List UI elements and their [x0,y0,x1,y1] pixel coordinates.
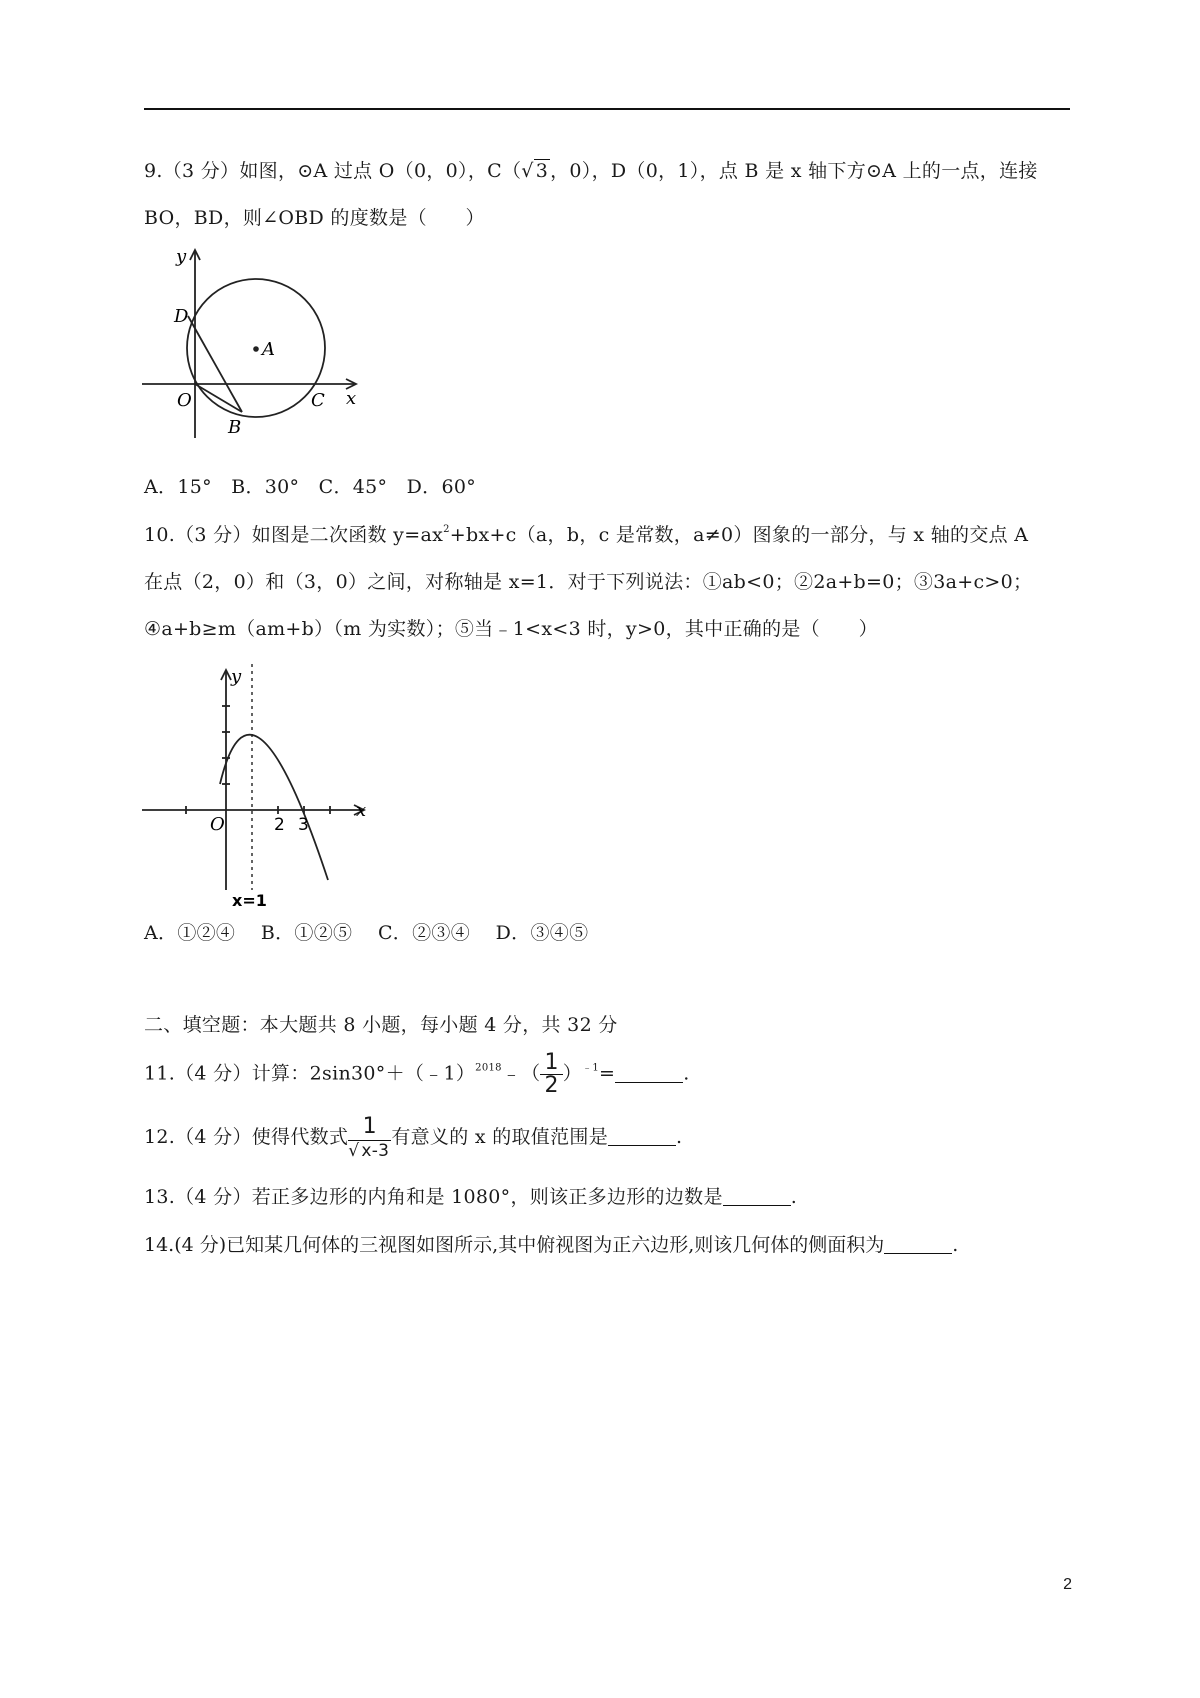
q11-equals: = [599,1062,616,1085]
q11-exponent2: ﹣1 [582,1062,600,1074]
q11-frac-num: 1 [544,1050,559,1075]
q11-minus: ﹣（ [501,1062,541,1085]
label-C: C [311,390,325,411]
q10-text-a: 10.（3 分）如图是二次函数 y=ax [144,524,444,546]
label-x: x [346,388,357,409]
label-y: y [231,666,242,687]
label-3: 3 [298,815,309,835]
page-number: 2 [1063,1576,1072,1593]
q9-line1 [144,156,1038,183]
q10-options: A．①②④ B．①②⑤ C．②③④ D．③④⑤ [144,922,589,944]
q11-fraction [540,1052,562,1097]
label-axis-equation: x=1 [232,891,267,910]
label-y: y [176,246,187,267]
point-A [253,346,259,352]
header-rule [144,108,1070,110]
q13-period: . [790,1186,798,1208]
q9-text-a: 9.（3 分）如图，⊙A 过点 O（0，0），C（ [144,160,522,182]
q9-options: A．15° B．30° C．45° D．60° [144,476,477,498]
q10-text-b: +bx+c（a，b，c 是常数，a≠0）图象的一部分，与 x 轴的交点 A [449,524,1029,546]
q9-sqrt-radicand: 3 [535,160,549,182]
q9-text-b: ，0），D（0，1），点 B 是 x 轴下方⊙A 上的一点，连接 [550,160,1038,182]
q13-answer-blank[interactable] [723,1187,791,1206]
q12-period: . [676,1126,683,1148]
q11-answer-blank[interactable] [615,1064,683,1083]
q11-text: 11.（4 分）计算：2sin30°＋（﹣1） [144,1062,476,1085]
q10-line2: 在点（2，0）和（3，0）之间，对称轴是 x=1．对于下列说法：①ab<0；②2a+b=0；③3a+c>0； [144,571,1033,593]
parabola-curve [220,735,328,880]
section2-heading: 二、填空题：本大题共 8 小题，每小题 4 分，共 32 分 [144,1014,618,1036]
q12-line [144,1116,682,1160]
label-D: D [174,306,189,327]
q11-close: ） [562,1062,583,1085]
q14-answer-blank[interactable] [884,1235,952,1254]
q12-radicand: x-3 [361,1141,390,1161]
q11-period: . [683,1062,690,1085]
q11-line [144,1052,690,1097]
q10-line1 [144,520,1028,547]
q9-circle-figure [138,238,368,443]
q13-text: 13.（4 分）若正多边形的内角和是 1080°，则该正多边形的边数是 [144,1186,723,1208]
q12-frac-num: 1 [348,1116,391,1141]
q14-period: . [952,1234,959,1256]
q14-text: 14.(4 分)已知某几何体的三视图如图所示,其中俯视图为正六边形,则该几何体的侧面积为 [144,1234,885,1256]
q10-parabola-figure [138,654,378,910]
label-O: O [177,390,192,411]
sqrt-sign: √ [521,160,534,182]
q12-fraction [348,1116,391,1160]
label-2: 2 [274,815,285,835]
q12-text: 12.（4 分）使得代数式 [144,1126,349,1148]
q12-frac-den: √ x-3 [348,1141,390,1161]
q11-frac-den: 2 [540,1074,562,1097]
q11-exponent: 2018 [475,1062,502,1074]
q12-suffix: 有意义的 x 的取值范围是 [391,1126,609,1148]
label-A: A [262,339,275,360]
q14-line [144,1230,958,1257]
q9-line2: BO，BD，则∠OBD 的度数是（ ） [144,207,485,229]
q10-line3: ④a+b≥m（am+b）（m 为实数）；⑤当﹣1<x<3 时，y>0，其中正确的是（ ） [144,618,878,640]
segment-DB [188,316,242,412]
q13-line [144,1182,797,1209]
label-O: O [210,814,225,835]
label-B: B [228,417,242,438]
q12-answer-blank[interactable] [608,1127,676,1146]
q10-superscript: 2 [443,524,450,535]
label-x: x [356,800,367,821]
